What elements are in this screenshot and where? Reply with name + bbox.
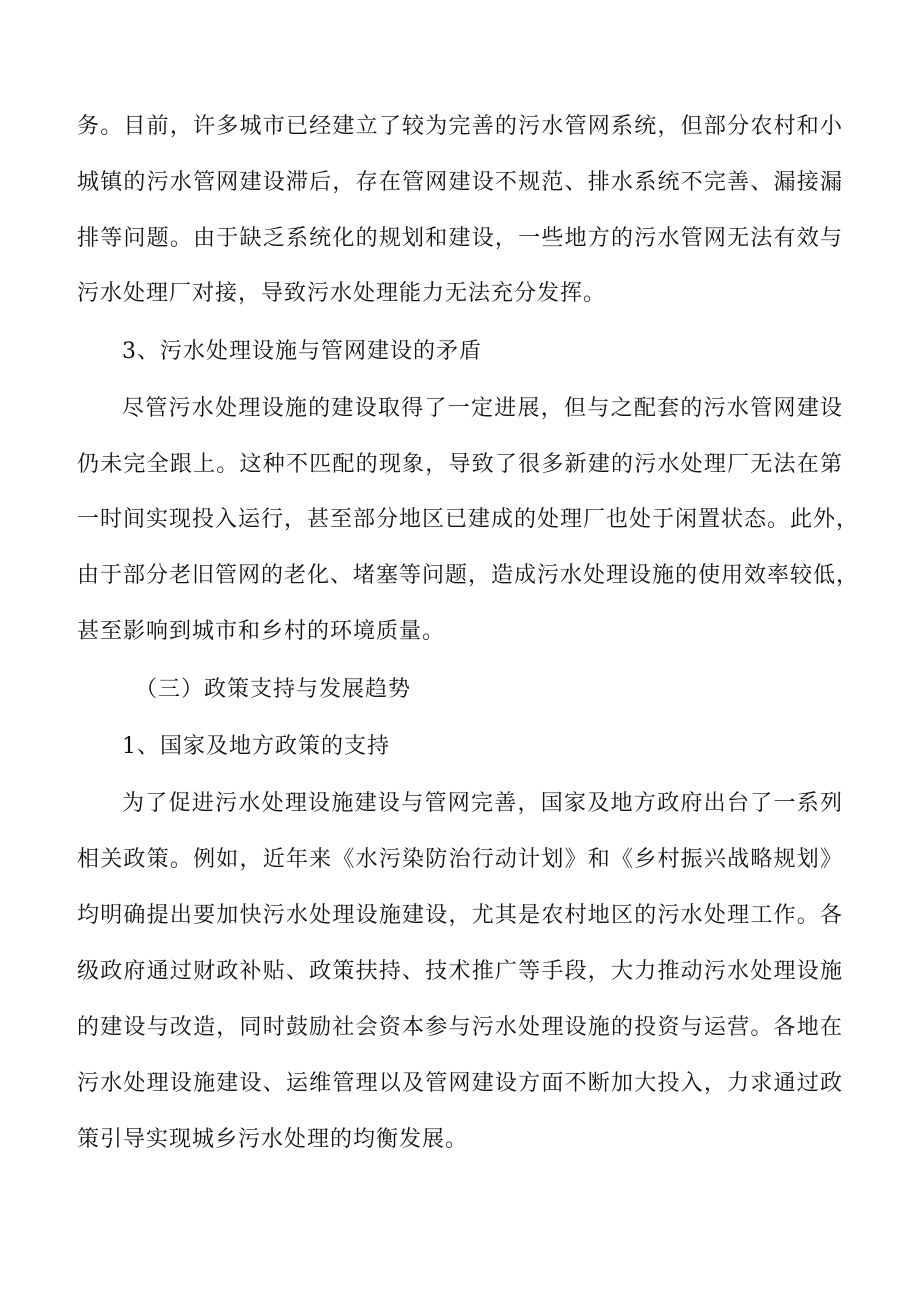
paragraph-line: 一时间实现投入运行，甚至部分地区已建成的处理厂也处于闲置状态。此外， (77, 507, 860, 532)
paragraph-line: 为了促进污水处理设施建设与管网完善，国家及地方政府出台了一系列 (122, 791, 843, 816)
paragraph-line: 污水处理厂对接，导致污水处理能力无法充分发挥。 (77, 281, 607, 306)
subheading-contradiction: 3、污水处理设施与管网建设的矛盾 (122, 339, 482, 364)
section-heading: （三）政策支持与发展趋势 (135, 677, 412, 702)
paragraph-line: 务。目前，许多城市已经建立了较为完善的污水管网系统，但部分农村和小 (77, 114, 843, 139)
subheading-policy-support: 1、国家及地方政策的支持 (122, 734, 390, 759)
paragraph-line: 由于部分老旧管网的老化、堵塞等问题，造成污水处理设施的使用效率较低， (77, 563, 860, 588)
paragraph-line: 污水处理设施建设、运维管理以及管网建设方面不断加大投入，力求通过政 (77, 1071, 843, 1096)
paragraph-line: 策引导实现城乡污水处理的均衡发展。 (77, 1127, 469, 1152)
paragraph-line: 尽管污水处理设施的建设取得了一定进展，但与之配套的污水管网建设 (122, 396, 843, 421)
paragraph-line: 排等问题。由于缺乏系统化的规划和建设，一些地方的污水管网无法有效与 (77, 226, 843, 251)
paragraph-line: 城镇的污水管网建设滞后，存在管网建设不规范、排水系统不完善、漏接漏 (77, 170, 843, 195)
paragraph-line: 仍未完全跟上。这种不匹配的现象，导致了很多新建的污水处理厂无法在第 (77, 452, 843, 477)
paragraph-line: 相关政策。例如，近年来《水污染防治行动计划》和《乡村振兴战略规划》 (77, 847, 843, 872)
paragraph-line: 甚至影响到城市和乡村的环境质量。 (77, 619, 446, 644)
paragraph-line: 的建设与改造，同时鼓励社会资本参与污水处理设施的投资与运营。各地在 (77, 1015, 843, 1040)
paragraph-line: 级政府通过财政补贴、政策扶持、技术推广等手段，大力推动污水处理设施 (77, 959, 843, 984)
paragraph-line: 均明确提出要加快污水处理设施建设，尤其是农村地区的污水处理工作。各 (77, 903, 843, 928)
